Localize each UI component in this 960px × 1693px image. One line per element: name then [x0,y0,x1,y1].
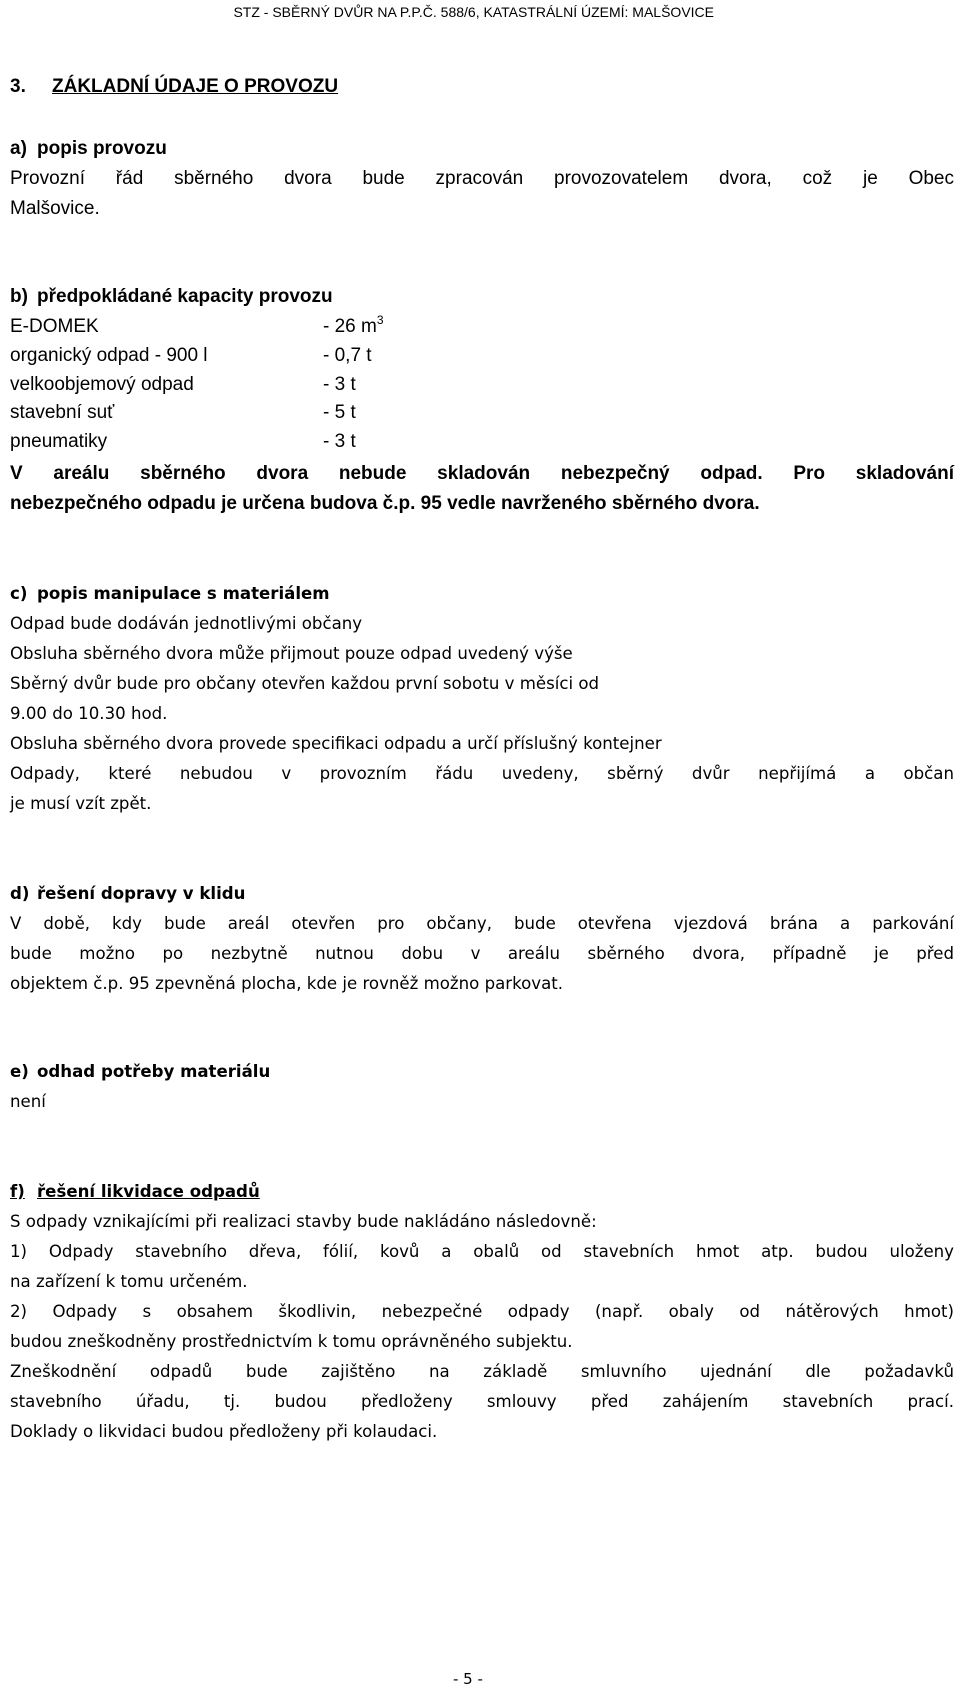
capacity-value: - 0,7 t [323,345,372,366]
section-c-line: Obsluha sběrného dvora může přijmout pouze odpad uvedený výše [10,644,573,663]
section-f-line: stavebního úřadu, tj. budou předloženy smlouvy před zahájením stavebních prací. [10,1392,954,1411]
capacity-value: - 3 t [323,374,356,395]
section-d-line: objektem č.p. 95 zpevněná plocha, kde je rovněž možno parkovat. [10,974,564,993]
section-b-note-line-1: V areálu sběrného dvora nebude skladován nebezpečný odpad. Pro skladování [10,463,954,484]
section-c-title: popis manipulace s materiálem [37,584,330,603]
section-title [10,75,338,99]
section-c-line: Odpady, které nebudou v provozním řádu uvedeny, sběrný dvůr nepřijímá a občan [10,764,954,783]
section-a-line-1: Provozní řád sběrného dvora bude zpracován provozovatelem dvora, což je Obec [10,168,954,189]
title-number: 3. [10,76,26,97]
capacity-value: - 3 t [323,431,356,452]
section-f-line: Zneškodnění odpadů bude zajištěno na základě smluvního ujednání dle požadavků [10,1362,954,1381]
section-b-title: předpokládané kapacity provozu [37,286,333,307]
section-d-title: řešení dopravy v klidu [37,884,246,903]
title-text: ZÁKLADNÍ ÚDAJE O PROVOZU [52,76,339,97]
capacity-value [323,315,384,339]
section-e-line: není [10,1092,46,1111]
section-b-note-line-2: nebezpečného odpadu je určena budova č.p. 95 vedle navrženého sběrného dvora. [10,493,760,514]
section-f-line: 2) Odpady s obsahem škodlivin, nebezpečné odpady (např. obaly od nátěrových hmot) [10,1302,954,1321]
section-f-heading [10,1180,260,1204]
section-e-label: e) [10,1062,29,1081]
section-e-title: odhad potřeby materiálu [37,1062,271,1081]
section-f-line: S odpady vznikajícími při realizaci stavby bude nakládáno následovně: [10,1212,597,1231]
section-d-label: d) [10,884,30,903]
capacity-name: velkoobjemový odpad [10,374,194,395]
section-c-line: je musí vzít zpět. [10,794,152,813]
capacity-value-text: - 26 m [323,316,377,337]
section-d-line: bude možno po nezbytně nutnou dobu v areálu sběrného dvora, případně je před [10,944,954,963]
section-c-heading [10,582,330,606]
section-f-label: f) [10,1182,25,1201]
capacity-name: pneumatiky [10,431,108,452]
section-b-heading [10,285,333,309]
section-f-line: 1) Odpady stavebního dřeva, fólií, kovů a obalů od stavebních hmot atp. budou uloženy [10,1242,954,1261]
section-e-heading [10,1060,270,1084]
section-a-label: a) [10,138,27,159]
section-c-label: c) [10,584,28,603]
page-number: - 5 - [453,1670,483,1688]
capacity-unit-superscript: 3 [376,313,384,327]
capacity-name: E-DOMEK [10,316,99,337]
section-f-line: Doklady o likvidaci budou předloženy při kolaudaci. [10,1422,438,1441]
page-header: STZ - SBĚRNÝ DVŮR NA P.P.Č. 588/6, KATASTRÁLNÍ ÚZEMÍ: MALŠOVICE [233,4,714,20]
section-a-heading [10,137,167,161]
section-c-line: Obsluha sběrného dvora provede specifikaci odpadu a určí příslušný kontejner [10,734,662,753]
section-c-line: 9.00 do 10.30 hod. [10,704,168,723]
section-a-line-2: Malšovice. [10,198,100,219]
capacity-name: stavební suť [10,402,115,423]
section-d-heading [10,882,246,906]
section-a-title: popis provozu [37,138,167,159]
capacity-name: organický odpad - 900 l [10,345,208,366]
section-d-line: V době, kdy bude areál otevřen pro občany, bude otevřena vjezdová brána a parkování [10,914,954,933]
section-f-line: na zařízení k tomu určeném. [10,1272,248,1291]
section-f-title: řešení likvidace odpadů [37,1182,260,1201]
section-c-line: Sběrný dvůr bude pro občany otevřen každou první sobotu v měsíci od [10,674,600,693]
section-c-line: Odpad bude dodáván jednotlivými občany [10,614,363,633]
section-f-line: budou zneškodněny prostřednictvím k tomu oprávněného subjektu. [10,1332,573,1351]
section-b-label: b) [10,286,28,307]
capacity-value: - 5 t [323,402,356,423]
